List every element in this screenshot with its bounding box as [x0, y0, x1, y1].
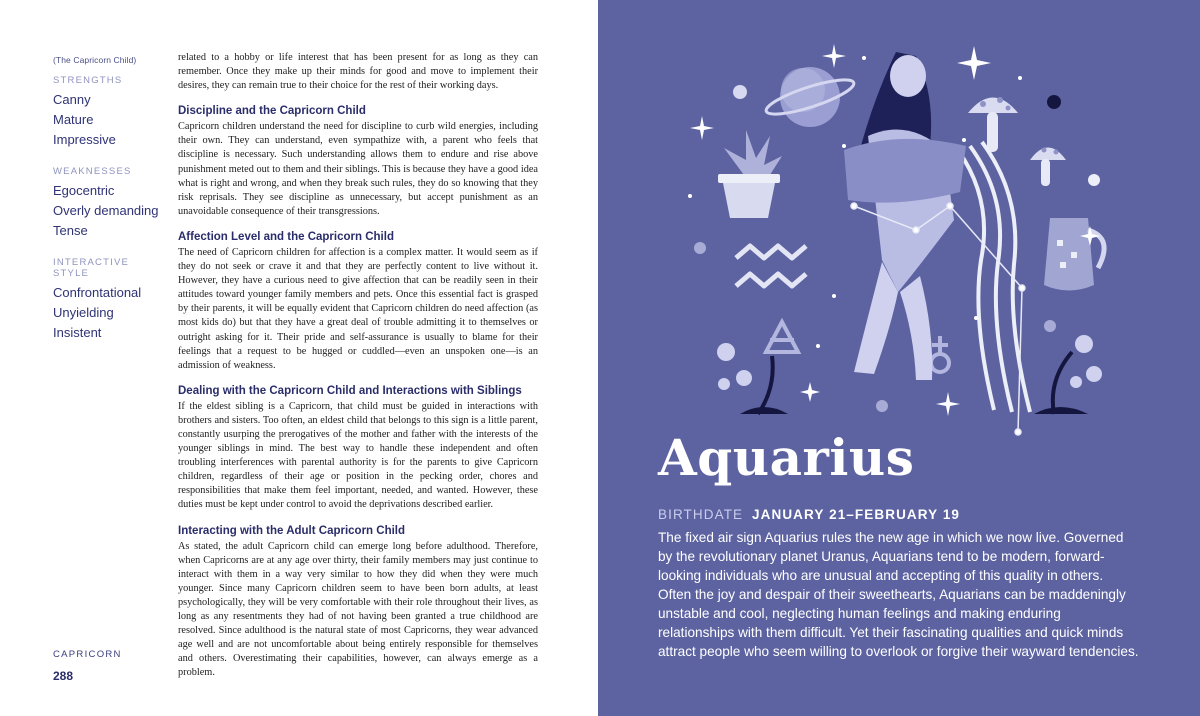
- footer-section-label: CAPRICORN: [53, 649, 122, 660]
- mushroom-icon: [968, 97, 1018, 152]
- section-heading: Discipline and the Capricorn Child: [178, 105, 366, 118]
- birthdate-value: JANUARY 21–FEBRUARY 19: [752, 507, 961, 522]
- section-paragraph: As stated, the adult Capricorn child can emerge long before adulthood. Therefore, when Capricorns are at any age over thirty, their family members may just continue to interact with them in a way very similar to how they did when they were much younger. Since many Capricorn children seem to have been born adults, at least psychologically, they will be very comfortable with their role throughout their lives, as long as any resentments they had of not having been granted a true childhood are resolved. Since adulthood is the natural state of most Capricorns, they wear advanced age well and are not uncomfortable about being entirely responsible for themselves and others. Overestimating their capabilities, however, can always emerge as a problem.: [178, 540, 538, 679]
- trait-item: Egocentric: [53, 183, 115, 198]
- left-page: [0, 0, 598, 716]
- pitcher-icon: [1044, 218, 1104, 291]
- flower-branch-icon: [1034, 335, 1102, 414]
- running-head: (The Capricorn Child): [53, 55, 137, 65]
- intro-paragraph: related to a hobby or life interest that has been present for as long as they can remember. Once they make up their minds for good and move to implement their desires, they can remain true to their choice for the rest of their working days.: [178, 52, 538, 92]
- section-heading: Interacting with the Adult Capricorn Child: [178, 524, 406, 537]
- water-bearer-figure-icon: [844, 52, 966, 380]
- ringed-planet-icon: [763, 67, 857, 127]
- birthdate-label: BIRTHDATE: [658, 507, 744, 522]
- trait-item: Unyielding: [53, 305, 114, 320]
- interactive-style-list: [53, 283, 165, 343]
- section-heading: Affection Level and the Capricorn Child: [178, 230, 394, 243]
- strengths-block: [53, 75, 165, 150]
- weaknesses-heading: WEAKNESSES: [53, 166, 132, 177]
- trait-item: Confrontational: [53, 285, 142, 300]
- sign-description: The fixed air sign Aquarius rules the new age in which we now live. Governed by the revolutionary planet Uranus, Aquarians tend to be modern, forward-looking individuals who are unusual and accepting of this quality in others. Often the joy and despair of their sweethearts, Aquarians can be maddeningly unstable and cool, neglecting human feelings and making enduring relationships with them difficult. Yet their fascinating qualities and quick minds attract people who seem willing to overlook or forgive their wayward tendencies.: [658, 530, 1139, 659]
- succulent-plant-icon: [718, 130, 782, 218]
- interactive-style-heading: INTERACTIVE STYLE: [53, 257, 130, 279]
- trait-item: Canny: [53, 92, 91, 107]
- interactive-style-block: [53, 257, 165, 343]
- strengths-list: [53, 90, 165, 150]
- page-number: 288: [53, 669, 74, 683]
- section-heading: Dealing with the Capricorn Child and Interactions with Siblings: [178, 384, 522, 397]
- air-triangle-icon: [766, 322, 798, 352]
- sign-title: Aquarius: [658, 428, 915, 487]
- section-paragraph: Capricorn children understand the need for discipline to curb wild energies, including their own. They can understand, even sympathize with, a parent who feels that discipline is necessary. Such understanding allows them to endure and rise above punishment meted out to them and their siblings. This is because they have a good idea what is right and wrong, and when they break such rules, they do so knowing that they risk reprisals. They see discipline as unnecessary, but accept punishment as an unavoidable consequence of their transgressions.: [178, 121, 538, 217]
- trait-item: Insistent: [53, 325, 102, 340]
- uranus-symbol-icon: [931, 336, 949, 372]
- weaknesses-list: [53, 181, 165, 241]
- trait-item: Tense: [53, 223, 88, 238]
- section-paragraph: If the eldest sibling is a Capricorn, that child must be guided in interactions with brothers and sisters. Too often, an eldest child that belongs to this sign is a little parent, constantly usurping the prerogatives of the mother and father with the interests of the younger siblings in mind. The best way to handle these independent and often troubling interferences with parental authority is for the parents to give Capricorn children, regardless of their age or position in the pecking order, chores and responsibilities that make them feel important, needed, and wanted. However, these duties must be kept under control to avoid the deprivations described earlier.: [178, 400, 538, 511]
- section-paragraph: The need of Capricorn children for affection is a complex matter. It would seem as if they do not seek or crave it and that they are perfectly content to live without it. However, they have a curious need to give affection that can be readily seen in their attitudes toward younger family members and pets. Once this essential fact is grasped by their parents, it will be equally evident that Capricorn children do need affection (as most kids do) but that they have a great deal of trouble admitting it to themselves or outright asking for it. Their pride and self-assurance is usually to blame for their feelings that a request to be hugged or cuddled—even an unspoken one—is an admission of weakness.: [178, 246, 538, 371]
- weaknesses-block: [53, 166, 165, 241]
- aquarius-illustration: [598, 0, 1200, 440]
- trait-item: Impressive: [53, 132, 116, 147]
- birthdate-row: [658, 507, 960, 522]
- right-page: [598, 0, 1200, 716]
- main-text-column: [178, 51, 538, 680]
- traits-sidebar: [53, 55, 165, 359]
- mushroom-icon: [1030, 148, 1066, 187]
- aquarius-glyph-icon: [736, 246, 806, 286]
- strengths-heading: STRENGTHS: [53, 75, 123, 86]
- trait-item: Mature: [53, 112, 94, 127]
- trait-item: Overly demanding: [53, 203, 159, 218]
